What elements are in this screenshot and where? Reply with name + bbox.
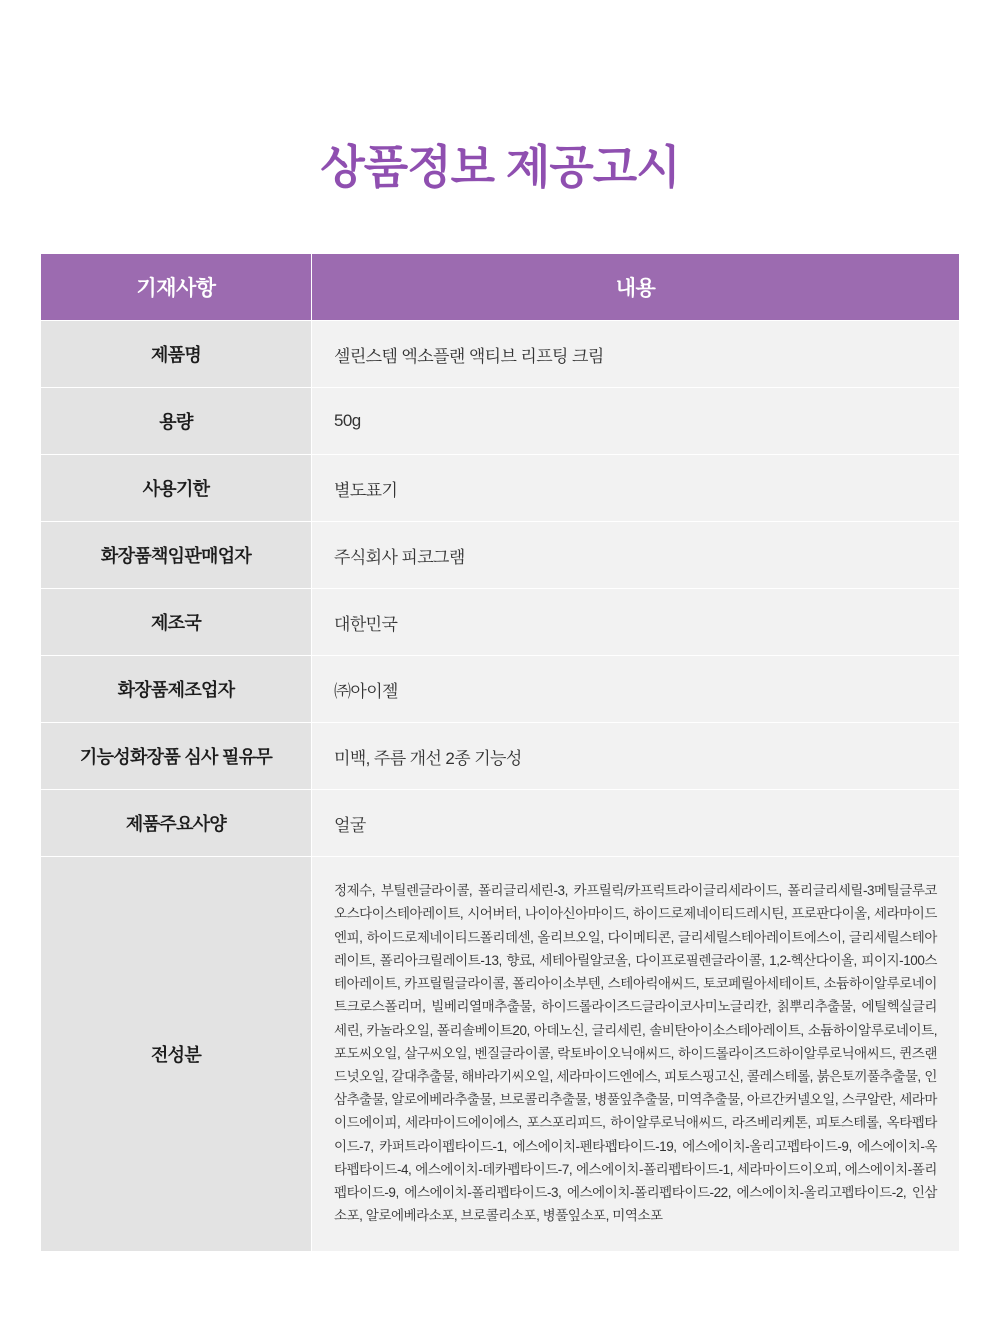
table-header-row [41, 254, 960, 321]
row-label: 제품주요사양 [41, 790, 312, 857]
row-label: 화장품책임판매업자 [41, 522, 312, 589]
row-label: 화장품제조업자 [41, 656, 312, 723]
row-label: 사용기한 [41, 455, 312, 522]
table-row [41, 723, 960, 790]
row-label: 기능성화장품 심사 필유무 [41, 723, 312, 790]
table-row [41, 589, 960, 656]
row-value-ingredients: 정제수, 부틸렌글라이콜, 폴리글리세린-3, 카프릴릭/카프릭트라이글리세라이드, 폴리글리세릴-3메틸글루코오스다이스테아레이트, 시어버터, 나이아신아마이드, 하이드로제네이티드레시틴, 프로판다이올, 세라마이드엔피, 하이드로제네이티드폴리데센, 올리브오일, 다이메티콘, 글리세릴스테아레이트에스이, 글리세릴스테아레이트, 폴리아크릴레이트-13, 향료, 세테아릴알코올, 다이프로필렌글라이콜, 1,2-헥산다이올, 피이지-100스테아레이트, 카프릴릴글라이콜, 폴리아이소부텐, 스테아릭애씨드, 토코페릴아세테이트, 소듐하이알루로네이트크로스폴리머, 빌베리열매추출물, 하이드롤라이즈드글라이코사미노글리칸, 칡뿌리추출물, 에틸헥실글리세린, 카놀라오일, 폴리솔베이트20, 아데노신, 글리세린, 솔비탄아이소스테아레이트, 소듐하이알루로네이트, 포도씨오일, 살구씨오일, 벤질글라이콜, 락토바이오닉애씨드, 하이드롤라이즈드하이알루로닉애씨드, 퀸즈랜드넛오일, 갈대추출물, 해바라기씨오일, 세라마이드엔에스, 피토스핑고신, 콜레스테롤, 붉은토끼풀추출물, 인삼추출물, 알로에베라추출물, 브로콜리추출물, 병풀잎추출물, 미역추출물, 아르간커넬오일, 스쿠알란, 세라마이드에이피, 세라마이드에이에스, 포스포리피드, 하이알루로닉애씨드, 라즈베리케톤, 피토스테롤, 옥타펩타이드-7, 카퍼트라이펩타이드-1, 에스에이치-펜타펩타이드-19, 에스에이치-올리고펩타이드-9, 에스에이치-옥타펩타이드-4, 에스에이치-데카펩타이드-7, 에스에이치-폴리펩타이드-1, 세라마이드이오피, 에스에이치-폴리펩타이드-9, 에스에이치-폴리펩타이드-3, 에스에이치-폴리펩타이드-22, 에스에이치-올리고펩타이드-2, 인삼소포, 알로에베라소포, 브로콜리소포, 병풀잎소포, 미역소포 [312, 857, 960, 1252]
table-row [41, 321, 960, 388]
row-value: 셀린스템 엑소플랜 액티브 리프팅 크림 [312, 321, 960, 388]
table-row-ingredients [41, 857, 960, 1252]
row-label: 전성분 [41, 857, 312, 1252]
column-header-label: 기재사항 [41, 254, 312, 321]
table-row [41, 522, 960, 589]
row-label: 제조국 [41, 589, 312, 656]
row-value: 주식회사 피코그램 [312, 522, 960, 589]
table-row [41, 790, 960, 857]
row-value: 대한민국 [312, 589, 960, 656]
row-value: 50g [312, 388, 960, 455]
table-body [41, 321, 960, 1252]
row-value: ㈜아이젤 [312, 656, 960, 723]
table-row [41, 388, 960, 455]
table-row [41, 656, 960, 723]
product-info-table [40, 253, 960, 1252]
page-title: 상품정보 제공고시 [320, 141, 680, 193]
row-value: 얼굴 [312, 790, 960, 857]
table-header [41, 254, 960, 321]
column-header-value: 내용 [312, 254, 960, 321]
row-value: 미백, 주름 개선 2종 기능성 [312, 723, 960, 790]
row-label: 제품명 [41, 321, 312, 388]
row-value: 별도표기 [312, 455, 960, 522]
table-row [41, 455, 960, 522]
row-label: 용량 [41, 388, 312, 455]
